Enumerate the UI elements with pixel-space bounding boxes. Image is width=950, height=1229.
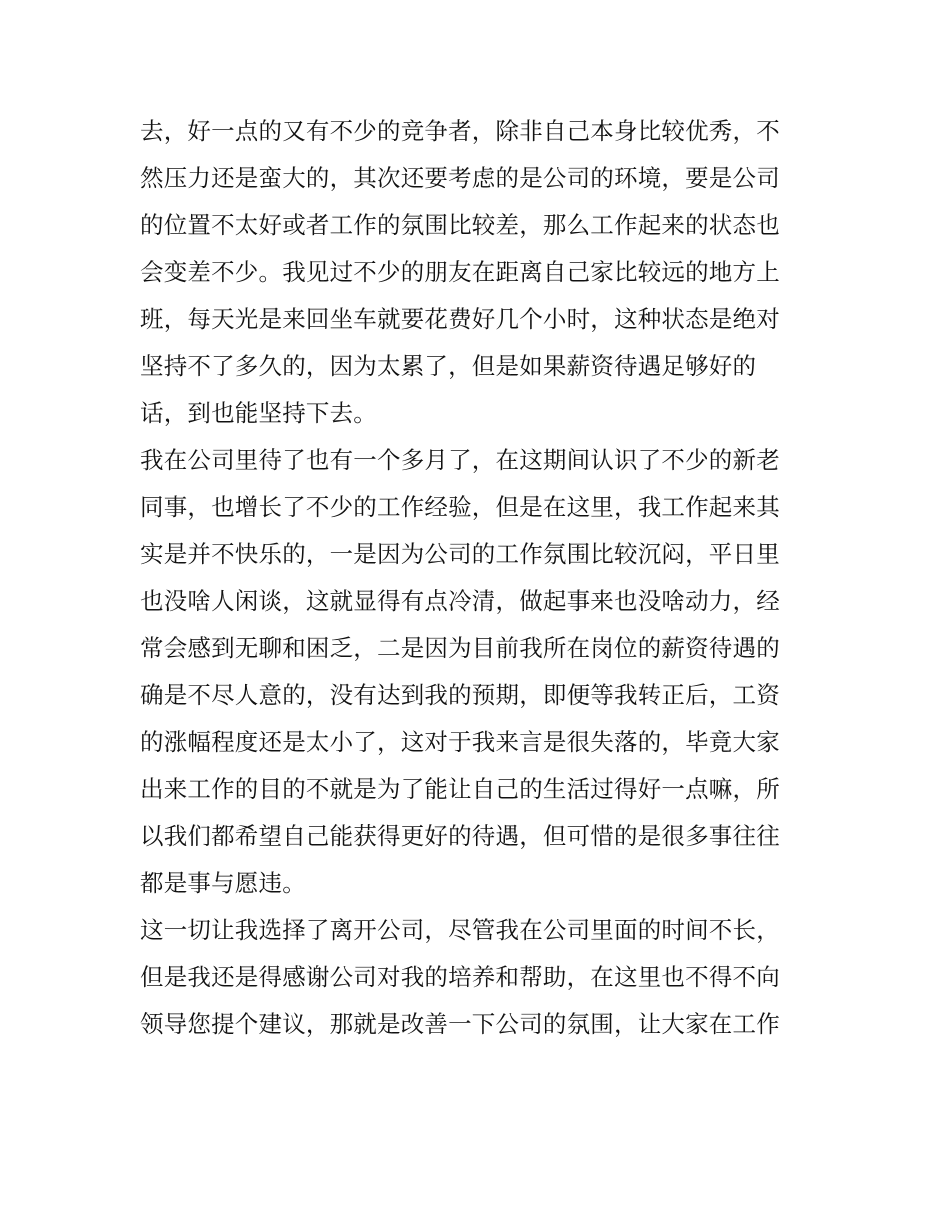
text-line: 也没啥人闲谈，这就显得有点冷清，做起事来也没啥动力，经 [140, 587, 780, 615]
text-line: 然压力还是蛮大的，其次还要考虑的是公司的环境，要是公司 [140, 164, 780, 192]
text-line: 实是并不快乐的，一是因为公司的工作氛围比较沉闷，平日里 [140, 540, 780, 568]
text-line: 都是事与愿违。 [140, 869, 306, 897]
text-line: 去，好一点的又有不少的竞争者，除非自己本身比较优秀，不 [140, 117, 780, 145]
text-line: 的位置不太好或者工作的氛围比较差，那么工作起来的状态也 [140, 211, 780, 239]
text-line: 班，每天光是来回坐车就要花费好几个小时，这种状态是绝对 [140, 305, 780, 333]
text-line: 的涨幅程度还是太小了，这对于我来言是很失落的，毕竟大家 [140, 728, 780, 756]
text-line: 坚持不了多久的，因为太累了，但是如果薪资待遇足够好的 [140, 352, 757, 380]
document-body [140, 108, 820, 1048]
text-line: 确是不尽人意的，没有达到我的预期，即便等我转正后，工资 [140, 681, 780, 709]
text-line: 我在公司里待了也有一个多月了，在这期间认识了不少的新老 [140, 446, 780, 474]
text-line: 这一切让我选择了离开公司，尽管我在公司里面的时间不长， [140, 916, 780, 944]
text-line: 同事，也增长了不少的工作经验，但是在这里，我工作起来其 [140, 493, 780, 521]
text-line: 但是我还是得感谢公司对我的培养和帮助，在这里也不得不向 [140, 963, 780, 991]
text-line: 出来工作的目的不就是为了能让自己的生活过得好一点嘛，所 [140, 775, 780, 803]
text-line: 会变差不少。我见过不少的朋友在距离自己家比较远的地方上 [140, 258, 780, 286]
text-line: 话，到也能坚持下去。 [140, 399, 377, 427]
text-line: 常会感到无聊和困乏，二是因为目前我所在岗位的薪资待遇的 [140, 634, 780, 662]
text-line: 以我们都希望自己能获得更好的待遇，但可惜的是很多事往往 [140, 822, 780, 850]
text-line: 领导您提个建议，那就是改善一下公司的氛围，让大家在工作 [140, 1010, 780, 1038]
